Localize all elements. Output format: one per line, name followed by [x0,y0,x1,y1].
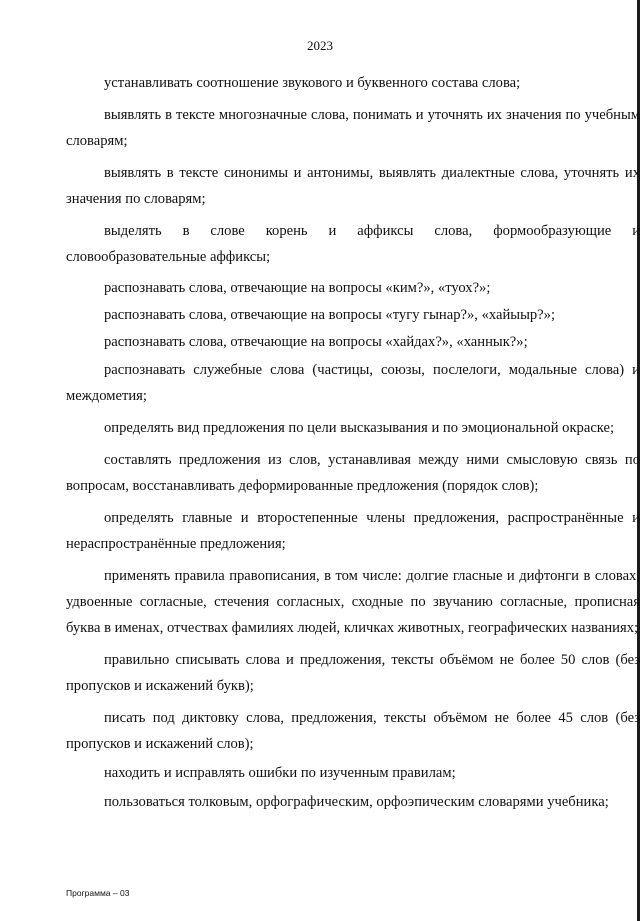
list-item: применять правила правописания, в том числе: долгие гласные и дифтонги в словах, удвоенные согласные, стечения согласных, сходные по звучанию согласные, прописная буква в именах, отчествах фамилиях людей, кличках животных, географических названиях; [66,568,640,636]
list-item: определять вид предложения по цели высказывания и по эмоциональной окраске; [104,420,615,436]
list-item: писать под диктовку слова, предложения, тексты объёмом не более 45 слов (без пропусков и искажений слов); [66,710,640,752]
list-item: определять главные и второстепенные члены предложения, распространённые и нераспространённые предложения; [66,510,640,552]
list-item: правильно списывать слова и предложения, тексты объёмом не более 50 слов (без пропусков и искажений букв); [66,652,640,694]
list-item: устанавливать соотношение звукового и буквенного состава слова; [104,75,521,91]
page-footer: Программа – 03 [66,888,130,898]
list-item: выделять в слове корень и аффиксы слова, формообразующие и словообразовательные аффиксы; [66,223,640,265]
list-item: распознавать слова, отвечающие на вопросы «тугу гынар?», «хайыыр?»; [104,307,556,323]
list-item: пользоваться толковым, орфографическим, орфоэпическим словарями учебника; [104,794,609,810]
list-item: находить и исправлять ошибки по изученным правилам; [104,765,456,781]
list-item: выявлять в тексте синонимы и антонимы, выявлять диалектные слова, уточнять их значения по словарям; [66,165,640,207]
list-item: составлять предложения из слов, устанавливая между ними смысловую связь по вопросам, восстанавливать деформированные предложения (порядок слов); [66,452,640,494]
document-body [66,70,640,815]
list-item: распознавать слова, отвечающие на вопросы «хайдах?», «ханнык?»; [104,334,528,350]
list-item: выявлять в тексте многозначные слова, понимать и уточнять их значения по учебным словарям; [66,107,640,149]
list-item: распознавать служебные слова (частицы, союзы, послелоги, модальные слова) и междометия; [66,362,640,404]
list-item: распознавать слова, отвечающие на вопросы «ким?», «туох?»; [104,280,491,296]
page-year: 2023 [307,38,333,53]
